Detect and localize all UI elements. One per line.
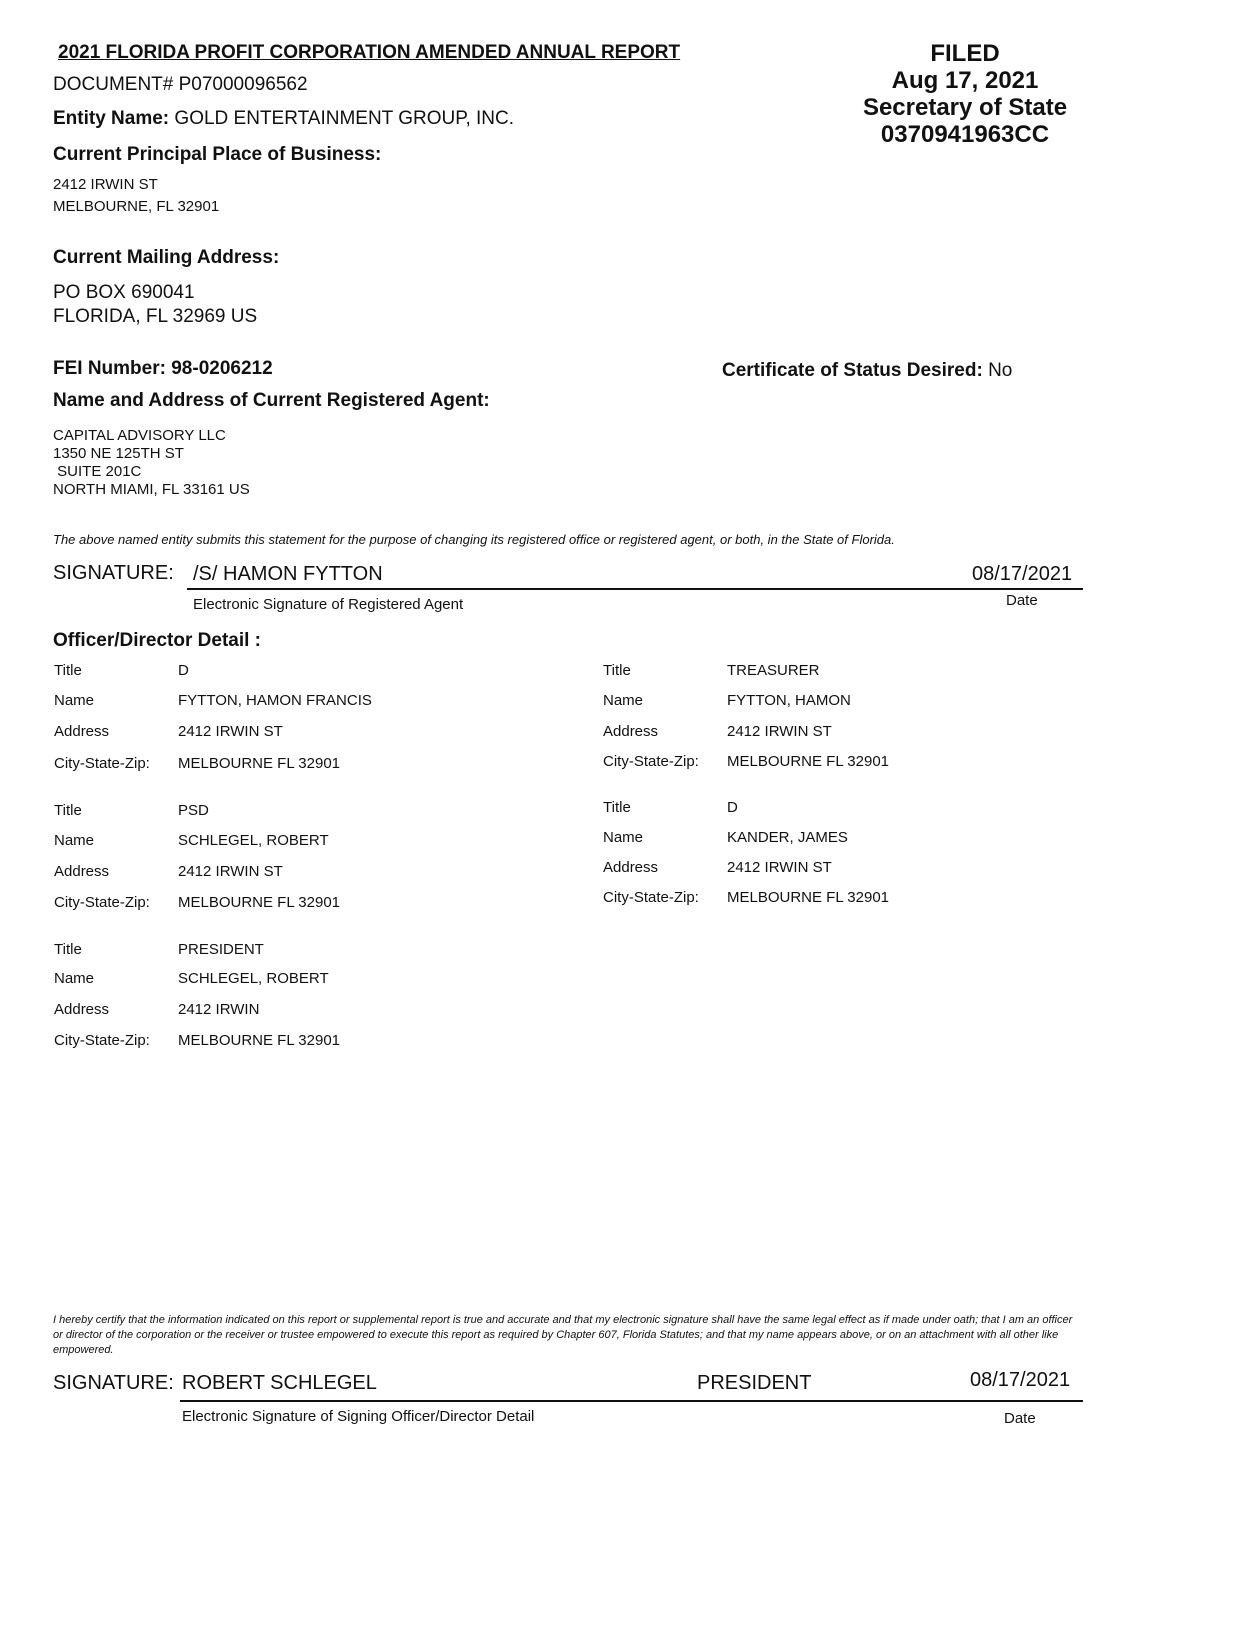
certificate-status	[722, 360, 1012, 382]
officer-address-label: Address	[54, 863, 110, 880]
officer-name: SCHLEGEL, ROBERT	[178, 970, 329, 987]
officer-title: PRESIDENT	[178, 941, 264, 958]
registered-agent-line1: CAPITAL ADVISORY LLC	[53, 427, 226, 444]
officer-title-label: Title	[54, 662, 82, 679]
officer-address: 2412 IRWIN ST	[727, 859, 832, 876]
agent-signature-value: /S/ HAMON FYTTON	[193, 563, 383, 585]
entity-name-label: Entity Name:	[53, 108, 170, 129]
officer-name-label: Name	[54, 692, 95, 709]
registered-agent-line4: NORTH MIAMI, FL 33161 US	[53, 481, 250, 498]
principal-place-line1: 2412 IRWIN ST	[53, 176, 158, 193]
filed-stamp-office: Secretary of State	[862, 94, 1068, 121]
officer-title-label: Title	[603, 662, 631, 679]
officer-signature-date: 08/17/2021	[970, 1369, 1071, 1391]
mailing-address-label: Current Mailing Address:	[53, 247, 280, 268]
officer-address: 2412 IRWIN ST	[178, 723, 283, 740]
officer-name-label: Name	[54, 832, 95, 849]
principal-place-label: Current Principal Place of Business:	[53, 144, 382, 165]
officer-name: FYTTON, HAMON FRANCIS	[178, 692, 372, 709]
officer-csz: MELBOURNE FL 32901	[178, 894, 341, 911]
officer-address-label: Address	[603, 723, 659, 740]
officer-csz-label: City-State-Zip:	[603, 753, 699, 770]
entity-name	[53, 108, 514, 130]
registered-agent-label: Name and Address of Current Registered Agent:	[53, 390, 490, 411]
agent-signature-rule	[187, 588, 1083, 590]
officer-csz: MELBOURNE FL 32901	[727, 753, 890, 770]
agent-statement: The above named entity submits this statement for the purpose of changing its registered office or registered agent, or both, in the State of Florida.	[53, 532, 895, 547]
filed-stamp	[815, 40, 1115, 148]
officer-title: PSD	[178, 802, 209, 819]
officer-csz: MELBOURNE FL 32901	[178, 1032, 341, 1049]
document-number: DOCUMENT# P07000096562	[53, 74, 308, 95]
filed-stamp-date: Aug 17, 2021	[891, 67, 1039, 94]
officer-address-label: Address	[54, 1001, 110, 1018]
entity-name-value: GOLD ENTERTAINMENT GROUP, INC.	[174, 108, 515, 129]
officer-title-label: Title	[54, 941, 82, 958]
principal-place-line2: MELBOURNE, FL 32901	[53, 198, 220, 215]
certification-text: I hereby certify that the information indicated on this report or supplemental report is true and accurate and that my electronic signature shall have the same legal effect as if made under oath; that I am an officer or director of the corporation or the receiver or trustee empowered to execute this report as required by Chapter 607, Florida Statutes; and that my name appears above, or on an attachment with all other like empowered.	[53, 1314, 1073, 1356]
officer-title-label: Title	[54, 802, 82, 819]
officer-name-label: Name	[54, 970, 95, 987]
officer-csz: MELBOURNE FL 32901	[178, 755, 341, 772]
officer-title: D	[178, 662, 189, 679]
officer-csz-label: City-State-Zip:	[54, 894, 150, 911]
registered-agent-line2: 1350 NE 125TH ST	[53, 445, 184, 462]
officer-name: KANDER, JAMES	[727, 829, 848, 846]
mailing-address-line1: PO BOX 690041	[53, 282, 195, 303]
officer-title: D	[727, 799, 738, 816]
officer-date-caption: Date	[1004, 1410, 1036, 1427]
fei-label: FEI Number:	[53, 358, 166, 379]
officer-signature-rule	[180, 1400, 1083, 1402]
agent-signature-caption: Electronic Signature of Registered Agent	[193, 596, 464, 613]
officer-signature-title: PRESIDENT	[697, 1372, 812, 1394]
officer-csz-label: City-State-Zip:	[54, 1032, 150, 1049]
agent-signature-date: 08/17/2021	[972, 563, 1073, 585]
report-title: 2021 FLORIDA PROFIT CORPORATION AMENDED ANNUAL REPORT	[58, 42, 681, 63]
registered-agent-line3: SUITE 201C	[53, 463, 142, 480]
officer-title-label: Title	[603, 799, 631, 816]
officer-csz: MELBOURNE FL 32901	[727, 889, 890, 906]
officer-title: TREASURER	[727, 662, 820, 679]
mailing-address	[53, 281, 257, 329]
officer-address: 2412 IRWIN ST	[727, 723, 832, 740]
fei-number	[53, 358, 273, 380]
mailing-address-line2: FLORIDA, FL 32969 US	[53, 306, 258, 327]
officer-name-label: Name	[603, 692, 644, 709]
officer-name-label: Name	[603, 829, 644, 846]
principal-place-address	[53, 174, 219, 218]
officer-detail-label: Officer/Director Detail :	[53, 630, 261, 651]
filed-stamp-status: FILED	[930, 40, 1000, 67]
officer-signature-caption: Electronic Signature of Signing Officer/Director Detail	[182, 1408, 535, 1425]
officer-signature-label: SIGNATURE:	[53, 1372, 174, 1394]
registered-agent-address	[53, 427, 250, 499]
agent-signature-label: SIGNATURE:	[53, 562, 174, 584]
officer-name: FYTTON, HAMON	[727, 692, 851, 709]
filed-stamp-number: 0370941963CC	[880, 121, 1050, 148]
agent-date-caption: Date	[1006, 592, 1038, 609]
officer-csz-label: City-State-Zip:	[54, 755, 150, 772]
officer-csz-label: City-State-Zip:	[603, 889, 699, 906]
officer-address-label: Address	[54, 723, 110, 740]
certificate-label: Certificate of Status Desired:	[722, 360, 983, 381]
officer-address: 2412 IRWIN	[178, 1001, 260, 1018]
officer-address: 2412 IRWIN ST	[178, 863, 283, 880]
officer-signature-value: ROBERT SCHLEGEL	[182, 1372, 377, 1394]
officer-address-label: Address	[603, 859, 659, 876]
certificate-value: No	[988, 360, 1013, 381]
fei-value: 98-0206212	[171, 358, 273, 379]
officer-name: SCHLEGEL, ROBERT	[178, 832, 329, 849]
